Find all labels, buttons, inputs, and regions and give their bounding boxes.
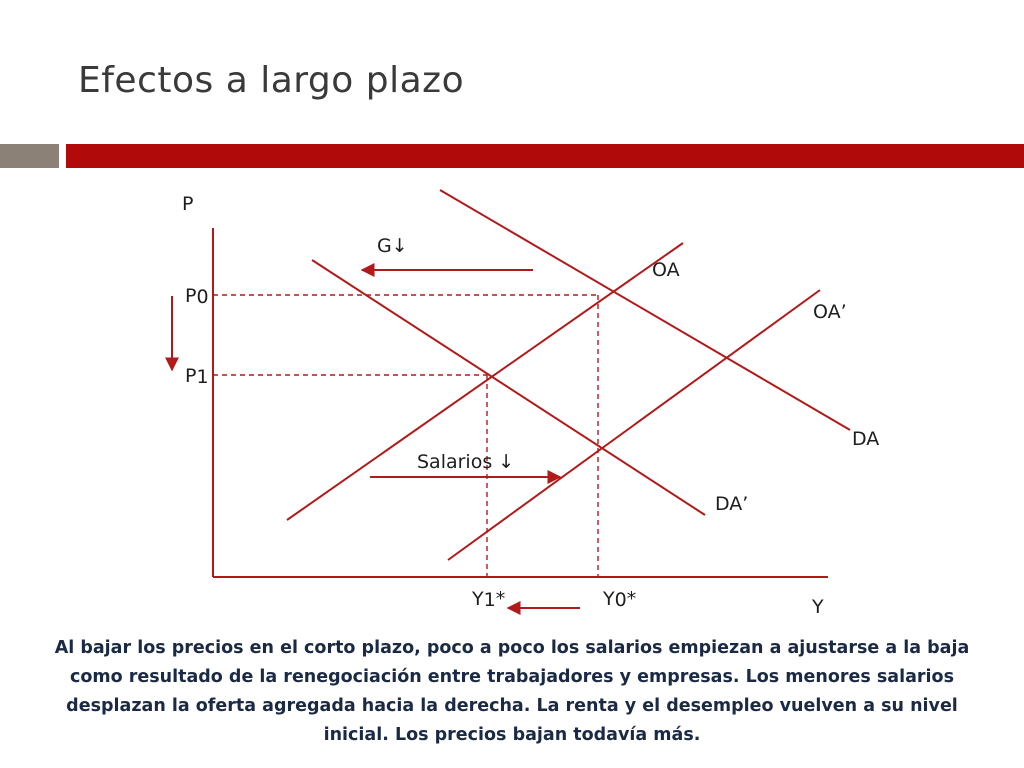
- y0-main: Y: [603, 588, 615, 610]
- y0-suffix: *: [626, 588, 637, 610]
- label-oa: OA: [652, 259, 680, 281]
- label-da: DA: [852, 428, 880, 450]
- y1-label: [471, 588, 505, 611]
- p0-sub: 0: [196, 286, 209, 308]
- label-salarios-down: Salarios ↓: [417, 451, 515, 473]
- y1-main: Y: [472, 588, 484, 610]
- y1-sub: 1: [483, 589, 496, 611]
- y0-label: [602, 588, 636, 611]
- slide-title: Efectos a largo plazo: [78, 60, 465, 101]
- label-g-down: G↓: [377, 235, 408, 257]
- curve-oa-prime: [448, 290, 820, 560]
- p1-main: P: [185, 365, 197, 387]
- curve-oa: [287, 243, 683, 520]
- axis-x-label: Y: [812, 596, 824, 618]
- label-oa-prime: OA’: [813, 301, 847, 323]
- p0-label: [185, 285, 209, 308]
- p0-main: P: [185, 285, 197, 307]
- axis-y-label: P: [182, 193, 194, 215]
- y1-suffix: *: [495, 588, 506, 610]
- y0-sub: 0: [614, 589, 627, 611]
- curve-da: [440, 190, 850, 430]
- p1-label: [185, 365, 209, 388]
- slide-caption: Al bajar los precios en el corto plazo, poco a poco los salarios empiezan a ajustarse a la baja como resultado de la renegociación entre trabajadores y empresas. Los menores salarios desplazan la oferta agregada hacia la derecha. La renta y el desempleo vuelven a su nivel inicial. Los precios bajan todavía más.: [54, 638, 970, 745]
- p1-sub: 1: [196, 366, 209, 388]
- label-da-prime: DA’: [715, 493, 749, 515]
